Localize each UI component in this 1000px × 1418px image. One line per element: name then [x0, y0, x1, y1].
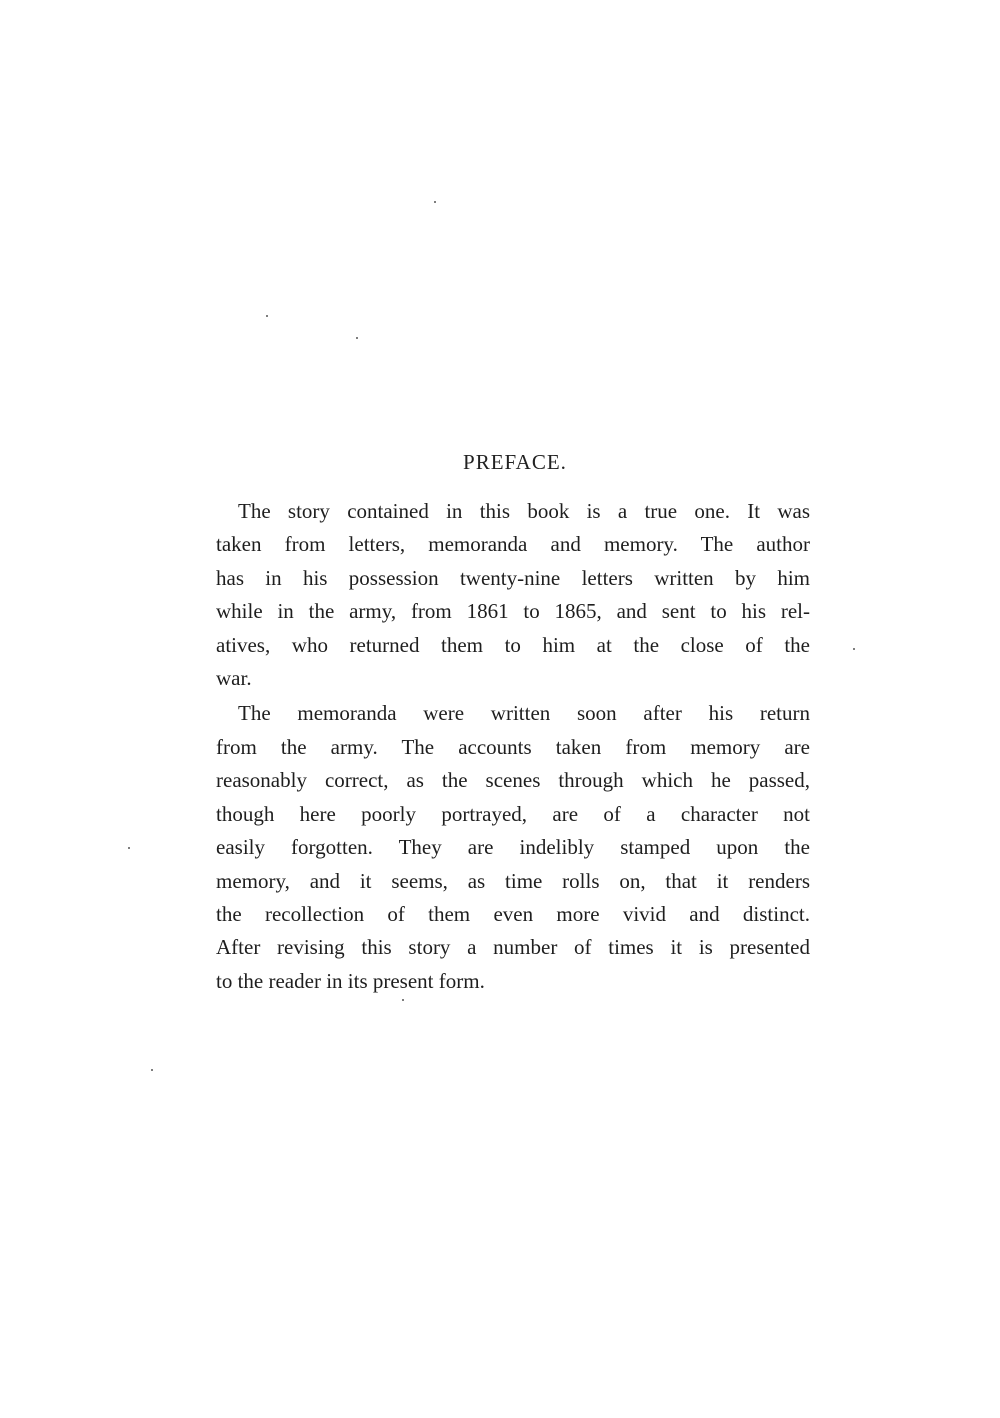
page-title: PREFACE.	[463, 450, 567, 474]
text-line: to the reader in its present form.	[216, 969, 485, 993]
text-line: easily forgotten. They are indelibly stamped upon the	[216, 835, 810, 859]
scan-speck	[356, 337, 358, 339]
text-line: After revising this story a number of times it is presented	[216, 935, 810, 959]
scan-speck	[266, 315, 268, 317]
text-line: reasonably correct, as the scenes through which he passed,	[216, 768, 810, 792]
scan-speck	[402, 999, 404, 1001]
text-line: war.	[216, 666, 252, 690]
text-line: though here poorly portrayed, are of a character not	[216, 802, 810, 826]
text-line: has in his possession twenty-nine letters written by him	[216, 566, 810, 590]
text-line: memory, and it seems, as time rolls on, that it renders	[216, 869, 810, 893]
text-line: while in the army, from 1861 to 1865, and sent to his rel-	[216, 599, 810, 623]
text-line: The memoranda were written soon after his return	[238, 701, 810, 725]
text-line: from the army. The accounts taken from memory are	[216, 735, 810, 759]
text-line: the recollection of them even more vivid and distinct.	[216, 902, 810, 926]
text-line: taken from letters, memoranda and memory. The author	[216, 532, 810, 556]
scan-speck	[128, 847, 130, 849]
text-line: atives, who returned them to him at the close of the	[216, 633, 810, 657]
scan-speck	[151, 1069, 153, 1071]
scan-speck	[434, 201, 436, 203]
scan-speck	[853, 648, 855, 650]
text-line: The story contained in this book is a true one. It was	[238, 499, 810, 523]
